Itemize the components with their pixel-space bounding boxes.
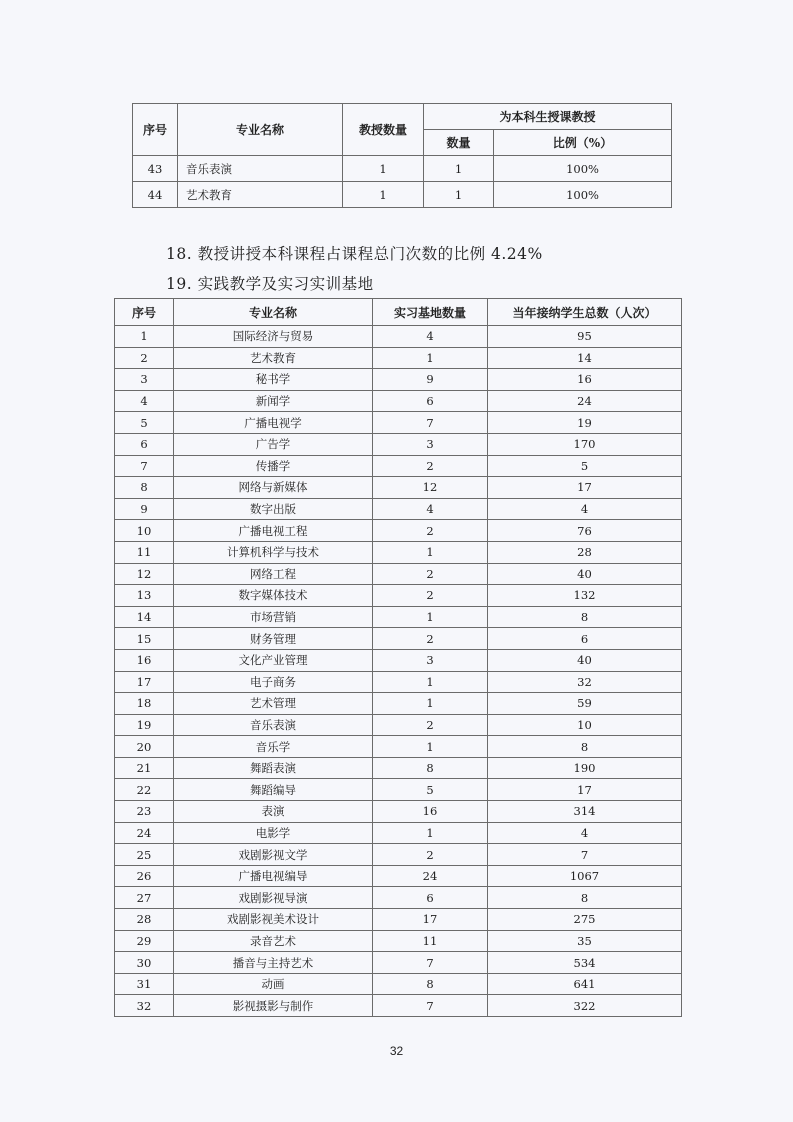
cell-seq: 22 [115,779,174,801]
cell-major: 电子商务 [174,671,373,693]
cell-students: 132 [488,585,682,607]
cell-major: 艺术管理 [174,693,373,715]
table-row [115,498,682,520]
cell-bases: 1 [373,822,488,844]
cell-students: 28 [488,541,682,563]
table-row [115,714,682,736]
cell-major: 艺术教育 [178,182,343,208]
cell-seq: 12 [115,563,174,585]
cell-major: 艺术教育 [174,347,373,369]
cell-students: 322 [488,995,682,1017]
cell-major: 网络工程 [174,563,373,585]
cell-students: 8 [488,736,682,758]
cell-major: 国际经济与贸易 [174,326,373,348]
cell-major: 影视摄影与制作 [174,995,373,1017]
cell-students: 8 [488,606,682,628]
cell-ratio: 100% [494,156,672,182]
table-row [115,520,682,542]
cell-seq: 2 [115,347,174,369]
cell-major: 广播电视编导 [174,865,373,887]
cell-students: 6 [488,628,682,650]
cell-seq: 11 [115,541,174,563]
table-row [115,585,682,607]
cell-students: 10 [488,714,682,736]
cell-seq: 17 [115,671,174,693]
cell-students: 275 [488,909,682,931]
cell-seq: 18 [115,693,174,715]
cell-seq: 31 [115,973,174,995]
table-row [115,477,682,499]
header-ratio: 比例（%） [494,130,672,156]
cell-bases: 7 [373,952,488,974]
cell-seq: 3 [115,369,174,391]
cell-major: 音乐表演 [174,714,373,736]
cell-seq: 1 [115,326,174,348]
cell-bases: 11 [373,930,488,952]
header-major: 专业名称 [174,299,373,326]
cell-bases: 1 [373,693,488,715]
table-row [115,736,682,758]
cell-seq: 5 [115,412,174,434]
header-major: 专业名称 [178,104,343,156]
table-row [115,973,682,995]
cell-bases: 7 [373,412,488,434]
cell-major: 计算机科学与技术 [174,541,373,563]
section-19-heading: 19. 实践教学及实习实训基地 [166,275,374,293]
cell-seq: 13 [115,585,174,607]
cell-major: 市场营销 [174,606,373,628]
cell-seq: 23 [115,801,174,823]
cell-major: 新闻学 [174,390,373,412]
cell-seq: 29 [115,930,174,952]
table-row [115,390,682,412]
cell-students: 7 [488,844,682,866]
table-row [115,369,682,391]
cell-bases: 6 [373,390,488,412]
cell-seq: 25 [115,844,174,866]
cell-seq: 14 [115,606,174,628]
cell-prof-count: 1 [343,182,424,208]
cell-seq: 26 [115,865,174,887]
cell-bases: 8 [373,973,488,995]
table-row [115,412,682,434]
cell-bases: 3 [373,649,488,671]
table-row [115,347,682,369]
cell-students: 4 [488,498,682,520]
cell-major: 秘书学 [174,369,373,391]
cell-students: 190 [488,757,682,779]
cell-bases: 2 [373,844,488,866]
cell-students: 641 [488,973,682,995]
cell-major: 戏剧影视文学 [174,844,373,866]
cell-seq: 32 [115,995,174,1017]
table-row [115,455,682,477]
table-row [115,801,682,823]
cell-students: 40 [488,563,682,585]
table-row [115,326,682,348]
cell-seq: 10 [115,520,174,542]
cell-students: 76 [488,520,682,542]
cell-bases: 3 [373,433,488,455]
cell-bases: 16 [373,801,488,823]
cell-ratio: 100% [494,182,672,208]
table-row [115,887,682,909]
table-row [115,779,682,801]
professor-teaching-table [132,103,672,208]
cell-seq: 28 [115,909,174,931]
cell-students: 4 [488,822,682,844]
cell-students: 24 [488,390,682,412]
cell-seq: 44 [133,182,178,208]
table-row [115,433,682,455]
cell-major: 戏剧影视美术设计 [174,909,373,931]
header-seq: 序号 [115,299,174,326]
cell-students: 17 [488,477,682,499]
cell-bases: 8 [373,757,488,779]
cell-count: 1 [424,156,494,182]
cell-students: 8 [488,887,682,909]
cell-seq: 7 [115,455,174,477]
cell-major: 广告学 [174,433,373,455]
table-row [115,757,682,779]
cell-bases: 24 [373,865,488,887]
header-count: 数量 [424,130,494,156]
cell-major: 录音艺术 [174,930,373,952]
header-bases: 实习基地数量 [373,299,488,326]
page-number: 32 [389,1044,404,1058]
cell-bases: 1 [373,671,488,693]
cell-major: 电影学 [174,822,373,844]
cell-bases: 9 [373,369,488,391]
cell-seq: 20 [115,736,174,758]
cell-students: 32 [488,671,682,693]
table-row [115,844,682,866]
cell-bases: 1 [373,736,488,758]
cell-seq: 43 [133,156,178,182]
cell-prof-count: 1 [343,156,424,182]
cell-bases: 1 [373,347,488,369]
table-row [115,952,682,974]
internship-base-table [114,298,682,1017]
table-row [115,628,682,650]
cell-major: 播音与主持艺术 [174,952,373,974]
table-row [115,693,682,715]
table-row [115,671,682,693]
header-seq: 序号 [133,104,178,156]
table-row [115,865,682,887]
table-row [133,182,672,208]
cell-students: 17 [488,779,682,801]
cell-seq: 24 [115,822,174,844]
cell-major: 网络与新媒体 [174,477,373,499]
cell-major: 文化产业管理 [174,649,373,671]
cell-seq: 21 [115,757,174,779]
cell-seq: 30 [115,952,174,974]
cell-seq: 9 [115,498,174,520]
cell-major: 表演 [174,801,373,823]
cell-major: 数字媒体技术 [174,585,373,607]
cell-major: 舞蹈编导 [174,779,373,801]
cell-major: 戏剧影视导演 [174,887,373,909]
cell-seq: 6 [115,433,174,455]
cell-count: 1 [424,182,494,208]
cell-bases: 7 [373,995,488,1017]
cell-major: 财务管理 [174,628,373,650]
table-row [115,649,682,671]
cell-students: 170 [488,433,682,455]
table-row [115,930,682,952]
cell-seq: 16 [115,649,174,671]
cell-students: 314 [488,801,682,823]
table-row [115,995,682,1017]
section-18-heading: 18. 教授讲授本科课程占课程总门次数的比例 4.24% [166,245,543,263]
cell-students: 95 [488,326,682,348]
cell-major: 广播电视学 [174,412,373,434]
table-row [115,563,682,585]
cell-bases: 2 [373,585,488,607]
cell-major: 传播学 [174,455,373,477]
cell-bases: 1 [373,606,488,628]
cell-major: 动画 [174,973,373,995]
cell-bases: 4 [373,498,488,520]
cell-bases: 17 [373,909,488,931]
table-row [133,156,672,182]
cell-bases: 2 [373,714,488,736]
table-row [115,822,682,844]
header-prof-count: 教授数量 [343,104,424,156]
cell-seq: 8 [115,477,174,499]
cell-bases: 2 [373,520,488,542]
cell-students: 534 [488,952,682,974]
cell-students: 14 [488,347,682,369]
cell-seq: 4 [115,390,174,412]
cell-bases: 1 [373,541,488,563]
cell-students: 5 [488,455,682,477]
cell-bases: 2 [373,628,488,650]
cell-bases: 12 [373,477,488,499]
cell-students: 16 [488,369,682,391]
cell-bases: 2 [373,563,488,585]
table-row [115,909,682,931]
cell-students: 40 [488,649,682,671]
cell-students: 19 [488,412,682,434]
cell-major: 舞蹈表演 [174,757,373,779]
header-students: 当年接纳学生总数（人次） [488,299,682,326]
cell-major: 数字出版 [174,498,373,520]
cell-major: 音乐表演 [178,156,343,182]
cell-bases: 4 [373,326,488,348]
header-undergrad-group: 为本科生授课教授 [424,104,672,130]
table-row [115,606,682,628]
cell-bases: 6 [373,887,488,909]
cell-major: 广播电视工程 [174,520,373,542]
cell-major: 音乐学 [174,736,373,758]
cell-students: 1067 [488,865,682,887]
cell-seq: 15 [115,628,174,650]
table-row [115,541,682,563]
cell-seq: 19 [115,714,174,736]
cell-seq: 27 [115,887,174,909]
cell-bases: 5 [373,779,488,801]
cell-students: 59 [488,693,682,715]
cell-bases: 2 [373,455,488,477]
cell-students: 35 [488,930,682,952]
